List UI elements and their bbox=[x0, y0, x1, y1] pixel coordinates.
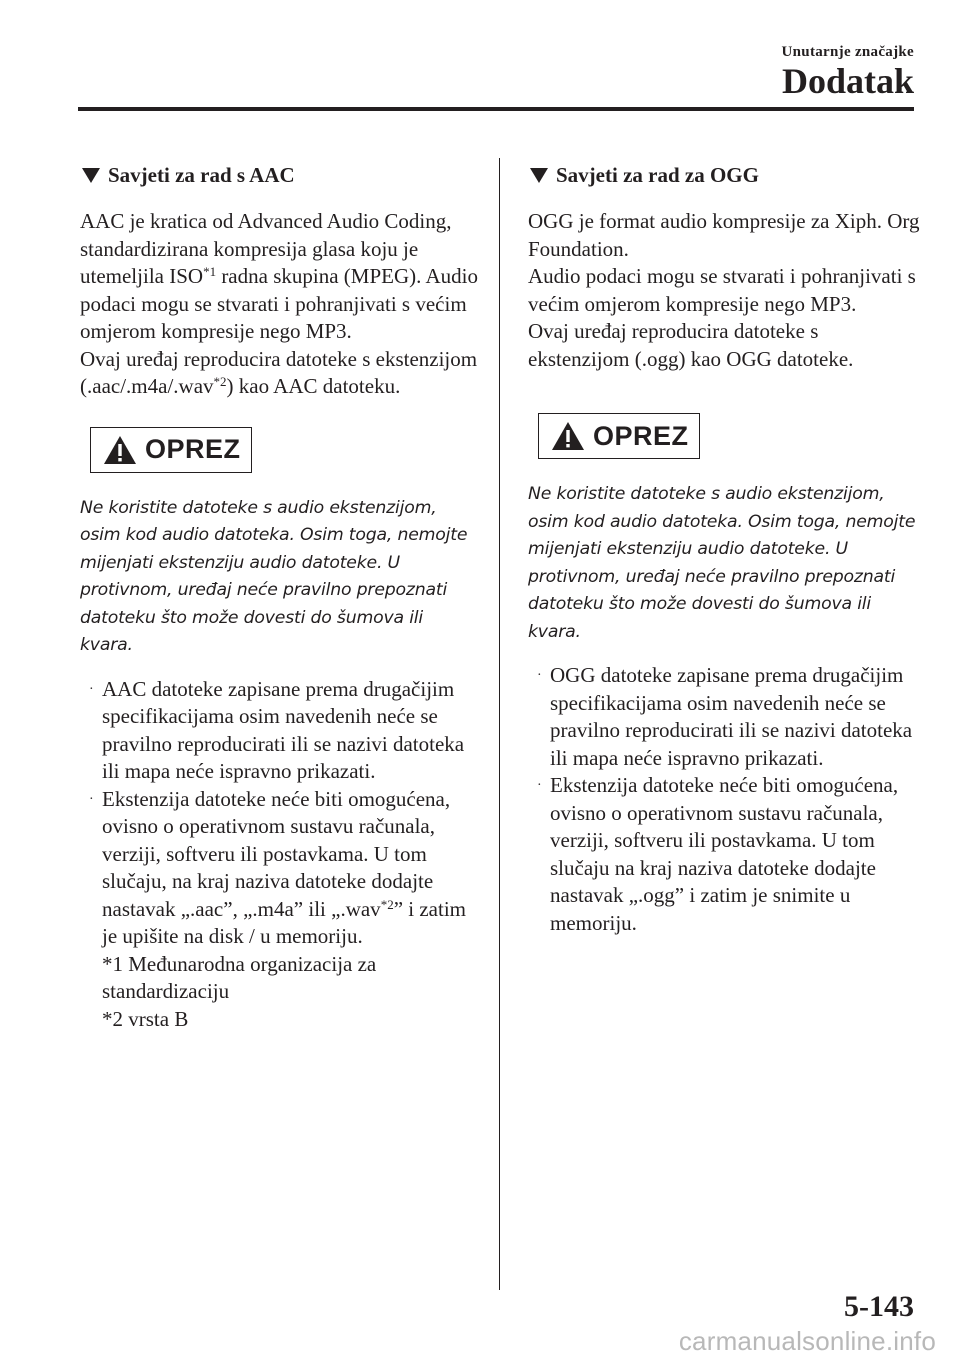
header-rule bbox=[78, 107, 914, 111]
section-title-ogg bbox=[528, 160, 920, 190]
aac-extension-paragraph: Ovaj uređaj reproducira datoteke s ekstenzijom (.aac/.m4a/.wav$^{*2}$) kao AAC datoteku. bbox=[80, 346, 478, 398]
ogg-bullet-list bbox=[528, 662, 920, 937]
left-column bbox=[80, 160, 480, 1033]
footnote-2: *2 vrsta B bbox=[102, 1006, 189, 1031]
bullet-dot-icon: · bbox=[89, 791, 94, 807]
list-item: · OGG datoteke zapisane prema drugačijim specifikacijama osim navedenih neće se pravilno reproducirati ili se nazivi datoteka ili mapa neće ispravno prikazati. bbox=[537, 663, 913, 770]
list-item: · Ekstenzija datoteke neće biti omogućena, ovisno o operativnom sustavu računala, verziji, softveru ili postavkama. U tom slučaju na kraj naziva datoteke dodajte nastavak „.ogg” i zatim je snimite u memoriju. bbox=[537, 773, 899, 935]
warning-triangle-icon bbox=[103, 435, 137, 465]
caution-label: OPREZ bbox=[145, 434, 241, 464]
footnote-ref: *1 bbox=[203, 264, 217, 279]
triangle-marker-icon bbox=[82, 168, 100, 183]
section-title-text: Savjeti za rad s AAC bbox=[108, 162, 295, 187]
column-divider bbox=[499, 158, 500, 1290]
bullet-dot-icon: · bbox=[537, 778, 542, 793]
section-title-aac bbox=[80, 160, 480, 190]
list-item: · Ekstenzija datoteke neće biti omogućena, ovisno o operativnom sustavu računala, verziji, softveru ili postavkama. U tom slučaju, na kraj naziva datoteke dodajte nastavak „.aac”, „.m4a” ili „.wav$^{*2}$” i zatim je upišite na disk / u memoriju. bbox=[89, 786, 466, 948]
footnote-1: *1 Međunarodna organizacija za standardizaciju bbox=[102, 951, 377, 1003]
right-column bbox=[528, 160, 920, 937]
watermark: carmanualsonline.info bbox=[678, 1326, 936, 1356]
triangle-marker-icon bbox=[530, 168, 548, 183]
page-number: 5-143 bbox=[844, 1290, 914, 1323]
section-title-text: Savjeti za rad za OGG bbox=[556, 162, 759, 187]
aac-bullet-list bbox=[80, 676, 480, 951]
caution-text: Ne koristite datoteke s audio ekstenzijom, osim kod audio datoteka. Osim toga, nemojte mijenjati ekstenziju audio datoteke. U protivnom, uređaj neće pravilno prepoznati datoteku što može dovesti do šumova ili kvara. bbox=[80, 497, 468, 655]
warning-triangle-icon bbox=[551, 421, 585, 451]
aac-intro-paragraph: AAC je kratica od Advanced Audio Coding, standardizirana kompresija glasa koju je utemeljila ISO$^{*1}$ radna skupina (MPEG). Audio podaci mogu se stvarati i pohranjivati s većim omjerom kompresije nego MP3. bbox=[80, 209, 478, 343]
caution-label-box bbox=[90, 427, 252, 473]
footnote-ref: *2 bbox=[380, 896, 394, 912]
caution-label-box bbox=[538, 413, 700, 459]
list-item: · AAC datoteke zapisane prema drugačijim specifikacijama osim navedenih neće se pravilno reproducirati ili se nazivi datoteka ili mapa neće ispravno prikazati. bbox=[89, 676, 465, 783]
ogg-data-paragraph: Audio podaci mogu se stvarati i pohranjivati s većim omjerom kompresije nego MP3. bbox=[528, 264, 916, 316]
bullet-dot-icon: · bbox=[537, 668, 542, 683]
footnote-ref: *2 bbox=[213, 374, 227, 389]
caution-text: Ne koristite datoteke s audio ekstenzijom, osim kod audio datoteka. Osim toga, nemojte mijenjati ekstenziju audio datoteke. U protivnom, uređaj neće pravilno prepoznati datoteku što može dovesti do šumova ili kvara. bbox=[528, 484, 916, 642]
bullet-dot-icon: · bbox=[89, 681, 94, 697]
chapter-title: Dodatak bbox=[781, 61, 914, 101]
ogg-extension-paragraph: Ovaj uređaj reproducira datoteke s ekstenzijom (.ogg) kao OGG datoteke. bbox=[528, 319, 854, 371]
caution-label: OPREZ bbox=[593, 420, 689, 451]
chapter-subtitle: Unutarnje značajke bbox=[781, 44, 914, 60]
ogg-intro-paragraph: OGG je format audio kompresije za Xiph. Org Foundation. bbox=[528, 209, 920, 261]
